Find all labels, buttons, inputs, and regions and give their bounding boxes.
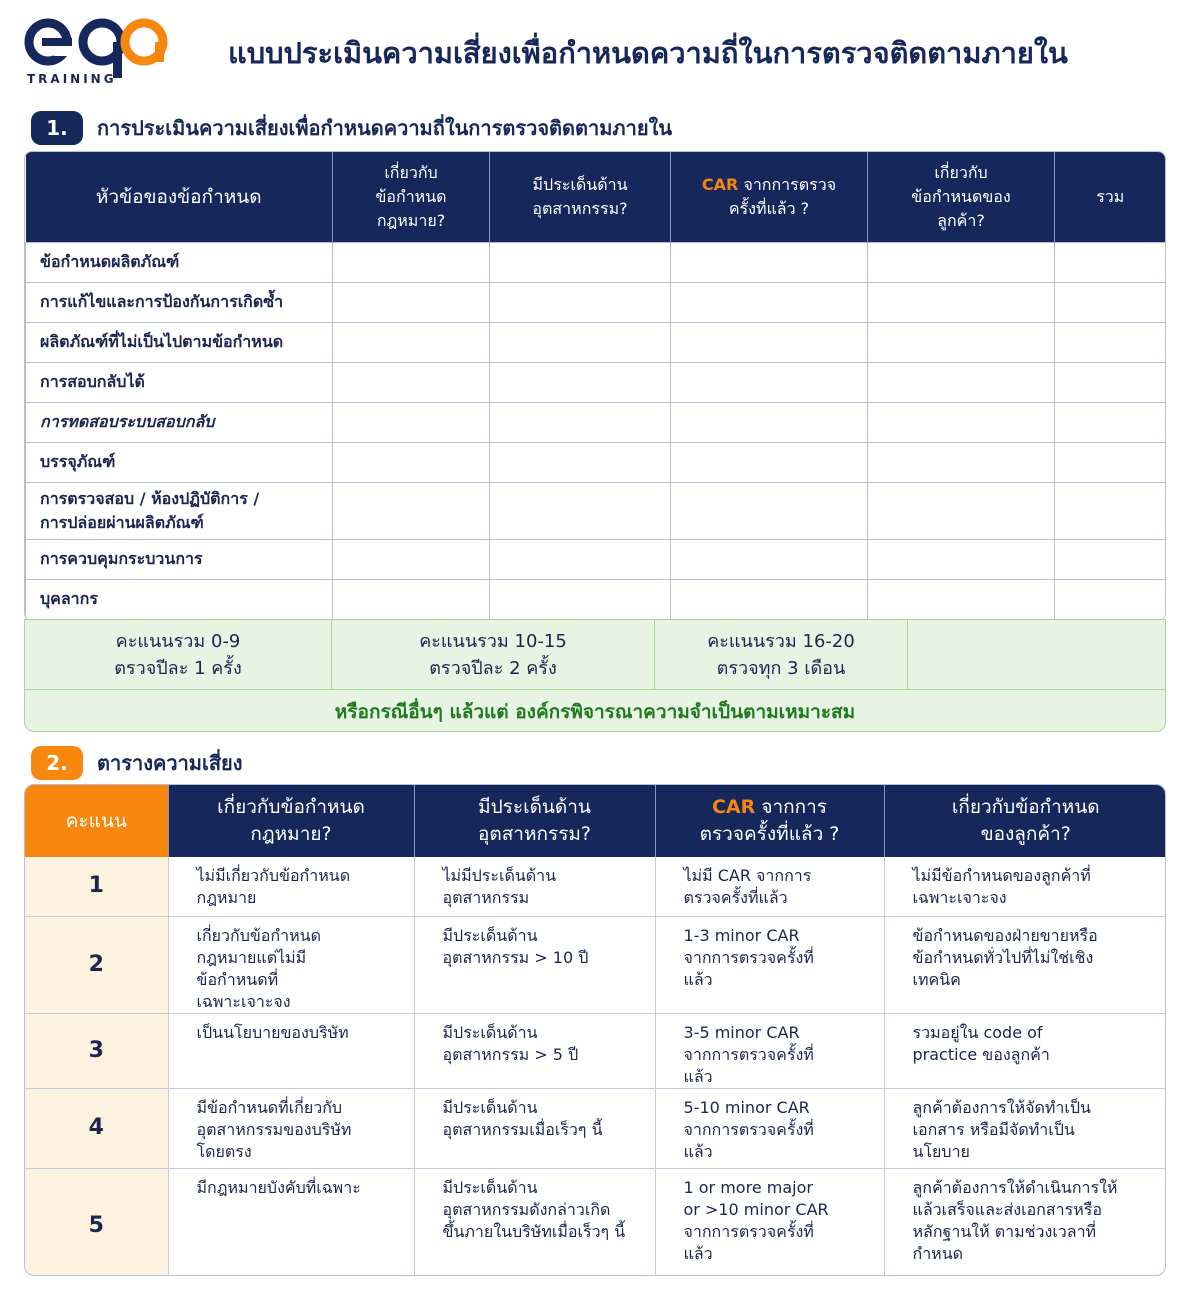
score-value: 3 xyxy=(25,1013,168,1088)
requirement-label: การทดสอบระบบสอบกลับ xyxy=(26,402,333,442)
score-summary xyxy=(24,619,1166,732)
total-cell[interactable] xyxy=(1055,482,1166,539)
legal-cell: มีข้อกำหนดที่เกี่ยวกับ อุตสาหกรรมของบริษัท โดยตรง xyxy=(168,1088,414,1168)
score-range-empty xyxy=(908,620,1165,689)
industry-cell: ไม่มีประเด็นด้าน อุตสาหกรรม xyxy=(414,857,655,916)
eqa-logo xyxy=(24,18,169,90)
table-row xyxy=(25,916,1166,1013)
section2-header xyxy=(31,746,243,780)
table-row xyxy=(26,282,1166,322)
col-total: รวม xyxy=(1055,152,1166,242)
score-cell[interactable] xyxy=(490,282,671,322)
industry-cell: มีประเด็นด้าน อุตสาหกรรม > 10 ปี xyxy=(414,916,655,1013)
assessment-table xyxy=(25,152,1166,620)
score-cell[interactable] xyxy=(671,482,868,539)
customer-cell: ข้อกำหนดของฝ่ายขายหรือ ข้อกำหนดทั่วไปที่ไม่ใช่เชิง เทคนิค xyxy=(884,916,1166,1013)
total-cell[interactable] xyxy=(1055,579,1166,619)
customer-cell: ลูกค้าต้องการให้จัดทำเป็น เอกสาร หรือมีจัดทำเป็น นโยบาย xyxy=(884,1088,1166,1168)
car-cell: 1 or more major or >10 minor CAR จากการตรวจครั้งที่ แล้ว xyxy=(655,1168,884,1276)
col-legal: เกี่ยวกับข้อกำหนด กฎหมาย? xyxy=(168,785,414,857)
industry-cell: มีประเด็นด้าน อุตสาหกรรมดังกล่าวเกิด ขึ้นภายในบริษัทเมื่อเร็วๆ นี้ xyxy=(414,1168,655,1276)
table-row xyxy=(26,579,1166,619)
score-range-row xyxy=(25,620,1165,690)
car-cell: ไม่มี CAR จากการ ตรวจครั้งที่แล้ว xyxy=(655,857,884,916)
score-cell[interactable] xyxy=(868,242,1055,282)
score-cell[interactable] xyxy=(868,482,1055,539)
requirement-label: บุคลากร xyxy=(26,579,333,619)
score-cell[interactable] xyxy=(333,579,490,619)
score-cell[interactable] xyxy=(868,539,1055,579)
score-value: 2 xyxy=(25,916,168,1013)
total-cell[interactable] xyxy=(1055,282,1166,322)
score-cell[interactable] xyxy=(671,539,868,579)
score-range-high: คะแนนรวม 16-20 ตรวจทุก 3 เดือน xyxy=(655,620,908,689)
total-cell[interactable] xyxy=(1055,242,1166,282)
table-row xyxy=(26,539,1166,579)
score-range-low: คะแนนรวม 0-9 ตรวจปีละ 1 ครั้ง xyxy=(25,620,332,689)
score-cell[interactable] xyxy=(868,282,1055,322)
table-row xyxy=(26,482,1166,539)
table-row xyxy=(25,1013,1166,1088)
score-cell[interactable] xyxy=(490,442,671,482)
score-cell[interactable] xyxy=(868,579,1055,619)
risk-table-frame xyxy=(24,784,1166,1276)
score-cell[interactable] xyxy=(671,242,868,282)
car-cell: 1-3 minor CAR จากการตรวจครั้งที่ แล้ว xyxy=(655,916,884,1013)
score-cell[interactable] xyxy=(333,482,490,539)
risk-header-row xyxy=(25,785,1166,857)
score-cell[interactable] xyxy=(490,579,671,619)
industry-cell: มีประเด็นด้าน อุตสาหกรรม > 5 ปี xyxy=(414,1013,655,1088)
legal-cell: เป็นนโยบายของบริษัท xyxy=(168,1013,414,1088)
score-cell[interactable] xyxy=(868,362,1055,402)
requirement-label: ข้อกำหนดผลิตภัณฑ์ xyxy=(26,242,333,282)
score-cell[interactable] xyxy=(490,482,671,539)
score-cell[interactable] xyxy=(333,362,490,402)
requirement-label: การสอบกลับได้ xyxy=(26,362,333,402)
table-row xyxy=(26,242,1166,282)
score-cell[interactable] xyxy=(333,242,490,282)
col-customer: เกี่ยวกับ ข้อกำหนดของ ลูกค้า? xyxy=(868,152,1055,242)
score-cell[interactable] xyxy=(333,442,490,482)
table-row xyxy=(26,442,1166,482)
assessment-table-frame xyxy=(24,151,1166,621)
total-cell[interactable] xyxy=(1055,322,1166,362)
customer-cell: ไม่มีข้อกำหนดของลูกค้าที่ เฉพาะเจาะจง xyxy=(884,857,1166,916)
score-cell[interactable] xyxy=(671,442,868,482)
section2-title: ตารางความเสี่ยง xyxy=(97,751,243,775)
section1-header xyxy=(31,111,672,145)
score-cell[interactable] xyxy=(671,362,868,402)
score-value: 5 xyxy=(25,1168,168,1276)
score-cell[interactable] xyxy=(490,539,671,579)
score-cell[interactable] xyxy=(490,362,671,402)
requirement-label: การตรวจสอบ / ห้องปฏิบัติการ / การปล่อยผ่านผลิตภัณฑ์ xyxy=(26,482,333,539)
score-value: 1 xyxy=(25,857,168,916)
car-cell: 5-10 minor CAR จากการตรวจครั้งที่ แล้ว xyxy=(655,1088,884,1168)
score-cell[interactable] xyxy=(671,322,868,362)
requirement-label: การแก้ไขและการป้องกันการเกิดซ้ำ xyxy=(26,282,333,322)
col-score: คะแนน xyxy=(25,785,168,857)
assessment-header-row xyxy=(26,152,1166,242)
logo-subtitle: TRAINING xyxy=(27,72,117,86)
total-cell[interactable] xyxy=(1055,362,1166,402)
score-range-mid: คะแนนรวม 10-15 ตรวจปีละ 2 ครั้ง xyxy=(332,620,655,689)
legal-cell: เกี่ยวกับข้อกำหนด กฎหมายแต่ไม่มี ข้อกำหนดที่ เฉพาะเจาะจง xyxy=(168,916,414,1013)
col-car: CAR จากการตรวจ ครั้งที่แล้ว ? xyxy=(671,152,868,242)
col-legal: เกี่ยวกับ ข้อกำหนด กฎหมาย? xyxy=(333,152,490,242)
score-cell[interactable] xyxy=(333,282,490,322)
score-cell[interactable] xyxy=(868,442,1055,482)
col-car: CAR จากการ ตรวจครั้งที่แล้ว ? xyxy=(655,785,884,857)
score-cell[interactable] xyxy=(333,322,490,362)
col-industry: มีประเด็นด้าน อุตสาหกรรม? xyxy=(414,785,655,857)
table-row xyxy=(26,402,1166,442)
col-industry: มีประเด็นด้าน อุตสาหกรรม? xyxy=(490,152,671,242)
section2-number: 2. xyxy=(31,746,83,780)
score-cell[interactable] xyxy=(671,579,868,619)
requirement-label: การควบคุมกระบวนการ xyxy=(26,539,333,579)
car-cell: 3-5 minor CAR จากการตรวจครั้งที่ แล้ว xyxy=(655,1013,884,1088)
section1-title: การประเมินความเสี่ยงเพื่อกำหนดความถี่ในการตรวจติดตามภายใน xyxy=(97,116,672,140)
score-cell[interactable] xyxy=(490,402,671,442)
score-cell[interactable] xyxy=(671,402,868,442)
col-customer: เกี่ยวกับข้อกำหนด ของลูกค้า? xyxy=(884,785,1166,857)
score-cell[interactable] xyxy=(868,402,1055,442)
col-topic: หัวข้อของข้อกำหนด xyxy=(26,152,333,242)
requirement-label: ผลิตภัณฑ์ที่ไม่เป็นไปตามข้อกำหนด xyxy=(26,322,333,362)
legal-cell: มีกฎหมายบังคับที่เฉพาะ xyxy=(168,1168,414,1276)
score-cell[interactable] xyxy=(490,322,671,362)
table-row xyxy=(25,857,1166,916)
table-row xyxy=(25,1088,1166,1168)
page-title: แบบประเมินความเสี่ยงเพื่อกำหนดความถี่ในการตรวจติดตามภายใน xyxy=(228,36,1068,70)
requirement-label: บรรจุภัณฑ์ xyxy=(26,442,333,482)
legal-cell: ไม่มีเกี่ยวกับข้อกำหนด กฎหมาย xyxy=(168,857,414,916)
score-cell[interactable] xyxy=(868,322,1055,362)
table-row xyxy=(25,1168,1166,1276)
score-note: หรือกรณีอื่นๆ แล้วแต่ องค์กรพิจารณาความจำเป็นตามเหมาะสม xyxy=(334,700,856,723)
table-row xyxy=(26,322,1166,362)
total-cell[interactable] xyxy=(1055,442,1166,482)
total-cell[interactable] xyxy=(1055,539,1166,579)
score-cell[interactable] xyxy=(671,282,868,322)
score-cell[interactable] xyxy=(333,402,490,442)
risk-table xyxy=(25,785,1166,1276)
eqa-logo-mark xyxy=(24,18,169,78)
score-value: 4 xyxy=(25,1088,168,1168)
industry-cell: มีประเด็นด้าน อุตสาหกรรมเมื่อเร็วๆ นี้ xyxy=(414,1088,655,1168)
total-cell[interactable] xyxy=(1055,402,1166,442)
customer-cell: ลูกค้าต้องการให้ดำเนินการให้ แล้วเสร็จและส่งเอกสารหรือ หลักฐานให้ ตามช่วงเวลาที่ กำหนด xyxy=(912,1177,1118,1263)
section1-number: 1. xyxy=(31,111,83,145)
customer-cell: รวมอยู่ใน code of practice ของลูกค้า xyxy=(884,1013,1166,1088)
score-cell[interactable] xyxy=(333,539,490,579)
table-row xyxy=(26,362,1166,402)
score-cell[interactable] xyxy=(490,242,671,282)
